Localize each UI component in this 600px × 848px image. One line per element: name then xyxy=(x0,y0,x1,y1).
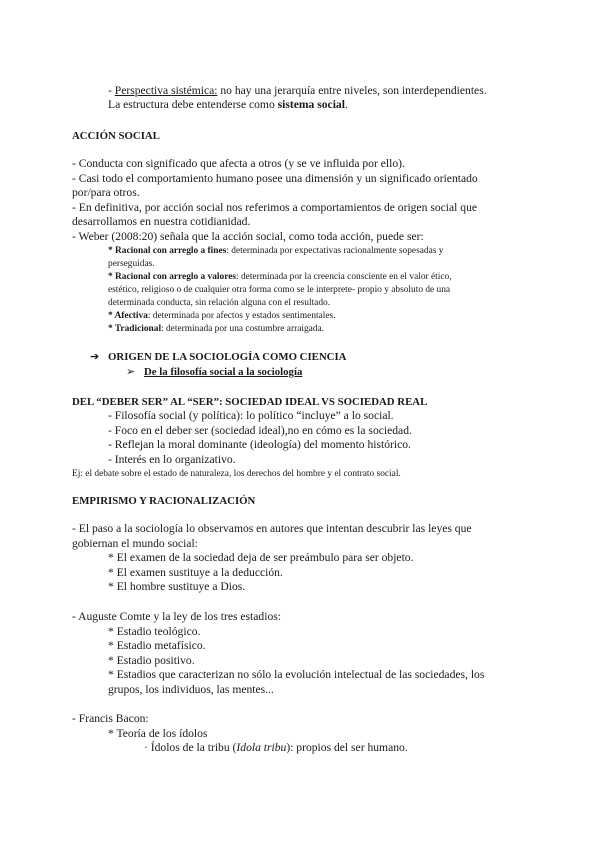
ejemplo-line: Ej: el debate sobre el estado de naturaleza, los derechos del hombre y el contrato social. xyxy=(72,469,401,479)
estructura-text: La estructura debe entenderse como xyxy=(108,98,278,111)
empirismo-heading: EMPIRISMO Y RACIONALIZACIÓN xyxy=(72,495,256,507)
bacon-line: - Francis Bacon: xyxy=(72,712,149,725)
comte-bullet-3: * Estadio positivo. xyxy=(108,654,195,667)
valores-line xyxy=(108,271,452,283)
deber-line-4: - Interés en lo organizativo. xyxy=(108,453,236,466)
empirismo-line-2: gobiernan el mundo social: xyxy=(72,537,198,550)
afectiva-label: * Afectiva xyxy=(108,311,148,321)
idola-tribu-italic: Idola tribu xyxy=(236,741,287,754)
afectiva-text: : determinada por afectos y estados sentimentales. xyxy=(147,311,336,321)
valores-label: * Racional con arreglo a valores xyxy=(108,272,237,282)
deber-ser-heading: DEL “DEBER SER” AL “SER”: SOCIEDAD IDEAL VS SOCIEDAD REAL xyxy=(72,396,428,408)
accion-line-4: - En definitiva, por acción social nos referimos a comportamientos de origen social que xyxy=(72,201,478,214)
comte-line: - Auguste Comte y la ley de los tres estadios: xyxy=(72,610,281,623)
accion-line-2: - Casi todo el comportamiento humano posee una dimensión y un significado orientado xyxy=(72,172,478,185)
dash: - xyxy=(108,84,115,97)
valores-line-2: estético, religioso o de cualquier otra forma como se le interprete- propio y absoluto de una xyxy=(108,285,451,295)
perspectiva-text: no hay una jerarquía entre niveles, son interdependientes. xyxy=(217,84,487,97)
origen-heading: ORIGEN DE LA SOCIOLOGÍA COMO CIENCIA xyxy=(108,351,347,363)
idolos-text-end: ): propios del ser humano. xyxy=(286,741,408,754)
valores-text: : determinada por la creencia consciente en el valor ético, xyxy=(236,272,452,282)
fines-line-2: perseguidas. xyxy=(108,259,155,269)
afectiva-line xyxy=(108,310,336,322)
arrow-bullet-icon: ➔ xyxy=(90,351,100,363)
triangle-bullet-icon: ➢ xyxy=(126,366,136,378)
comte-bullet-2: * Estadio metafísico. xyxy=(108,639,206,652)
fines-text: : determinada por expectativas racionalmente sopesadas y xyxy=(226,246,444,256)
tradicional-label: * Tradicional xyxy=(108,324,162,334)
empirismo-line-1: - El paso a la sociología lo observamos en autores que intentan descubrir las leyes que xyxy=(72,522,472,535)
perspectiva-line xyxy=(108,84,487,98)
accion-line-5: desarrollamos en nuestra cotidianidad. xyxy=(72,215,251,228)
empirismo-bullet-1: * El examen de la sociedad deja de ser preámbulo para ser objeto. xyxy=(108,551,414,564)
perspectiva-label: Perspectiva sistémica: xyxy=(114,84,218,97)
valores-line-3: determinada conducta, sin relación alguna con el resultado. xyxy=(108,298,331,308)
empirismo-bullet-2: * El examen sustituye a la deducción. xyxy=(108,566,283,579)
origen-subheading: De la filosofía social a la sociología xyxy=(144,366,303,378)
accion-line-6: - Weber (2008:20) señala que la acción social, como toda acción, puede ser: xyxy=(72,230,424,243)
tradicional-text: : determinada por una costumbre arraigada. xyxy=(161,324,324,334)
bacon-subbullet-1 xyxy=(144,741,408,755)
accion-social-heading: ACCIÓN SOCIAL xyxy=(72,130,160,142)
comte-bullet-1: * Estadio teológico. xyxy=(108,625,201,638)
accion-line-1: - Conducta con significado que afecta a otros (y se ve influida por ello). xyxy=(72,157,405,170)
idolos-text: · Ídolos de la tribu ( xyxy=(144,741,237,754)
empirismo-bullet-3: * El hombre sustituye a Dios. xyxy=(108,580,246,593)
deber-line-2: - Foco en el deber ser (sociedad ideal),no en cómo es la sociedad. xyxy=(108,424,412,437)
fines-line xyxy=(108,245,443,257)
fines-label: * Racional con arreglo a fines xyxy=(108,246,227,256)
comte-bullet-4: * Estadios que caracterizan no sólo la evolución intelectual de las sociedades, los xyxy=(108,668,485,681)
deber-line-1: - Filosofía social (y política): lo político “incluye” a lo social. xyxy=(108,409,394,422)
estructura-line xyxy=(108,98,348,112)
bacon-bullet-1: * Teoría de los ídolos xyxy=(108,727,208,740)
deber-line-3: - Reflejan la moral dominante (ideología) del momento histórico. xyxy=(108,438,411,451)
comte-bullet-5: grupos, los individuos, las mentes... xyxy=(108,683,274,696)
tradicional-line xyxy=(108,323,324,335)
accion-line-3: por/para otros. xyxy=(72,186,140,199)
sistema-social-bold: sistema social xyxy=(277,98,345,111)
period: . xyxy=(344,98,348,111)
